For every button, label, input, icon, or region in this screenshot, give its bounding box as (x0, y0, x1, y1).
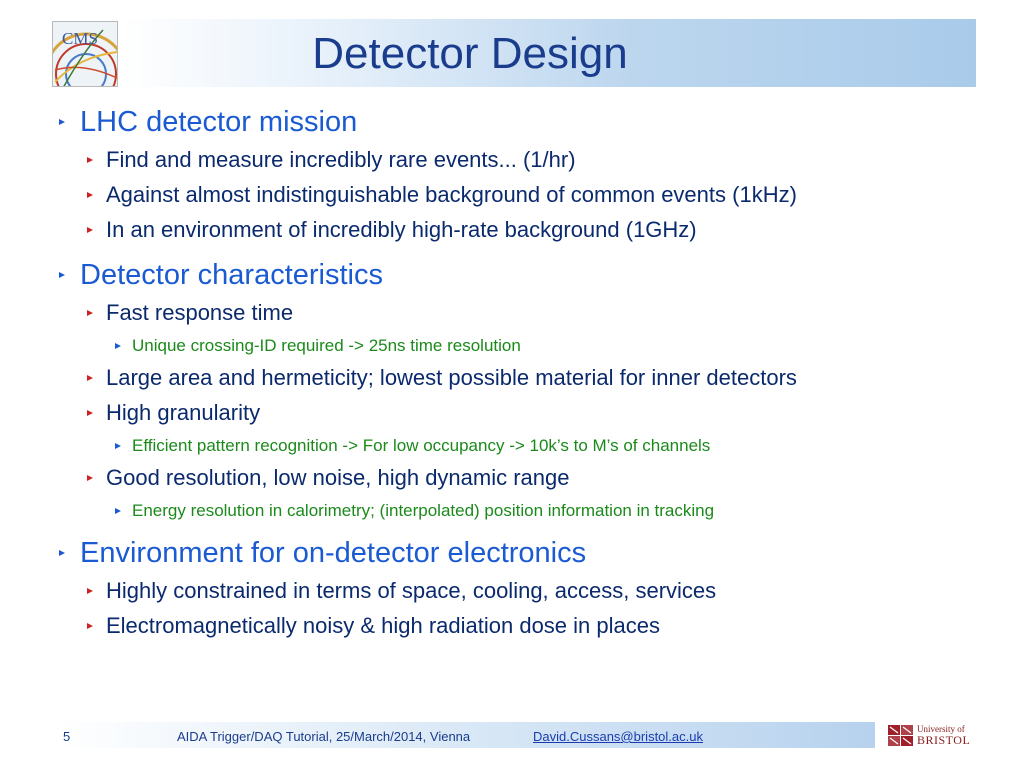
bullet-text: Good resolution, low noise, high dynamic range (106, 465, 570, 490)
bullet-item (55, 463, 995, 493)
sub-bullet-text: Efficient pattern recognition -> For low occupancy -> 10k’s to M’s of channels (132, 436, 711, 455)
bullet-item (55, 215, 995, 245)
bullet-icon (87, 623, 93, 629)
bristol-crest-icon (886, 721, 916, 751)
section-heading (55, 257, 995, 293)
bullet-icon (59, 272, 65, 278)
bullet-item (55, 298, 995, 328)
bullet-icon (115, 343, 121, 349)
section-heading (55, 535, 995, 571)
bullet-item (55, 398, 995, 428)
bullet-text: In an environment of incredibly high-rate background (1GHz) (106, 217, 697, 242)
bullet-text: Highly constrained in terms of space, cooling, access, services (106, 578, 717, 603)
sub-bullet-item (55, 334, 995, 358)
bullet-icon (87, 310, 93, 316)
email-link[interactable]: David.Cussans@bristol.ac.uk (533, 729, 703, 744)
cms-logo-graphic (53, 22, 118, 87)
cms-logo-text: CMS (62, 29, 98, 48)
bullet-icon (59, 119, 65, 125)
bristol-line: BRISTOL (917, 733, 971, 747)
bullet-icon (87, 475, 93, 481)
bullet-icon (59, 550, 65, 556)
bullet-item (55, 611, 995, 641)
bullet-item (55, 180, 995, 210)
bullet-text: Large area and hermeticity; lowest possible material for inner detectors (106, 365, 797, 390)
bullet-icon (87, 192, 93, 198)
university-line: University of (917, 724, 965, 734)
section-heading-text: Environment for on-detector electronics (80, 537, 587, 569)
sub-bullet-text: Unique crossing-ID required -> 25ns time resolution (132, 336, 521, 355)
bullet-icon (87, 410, 93, 416)
sub-bullet-item (55, 499, 995, 523)
sub-bullet-text: Energy resolution in calorimetry; (interpolated) position information in tracking (132, 501, 715, 520)
sub-bullet-item (55, 434, 995, 458)
bullet-icon (87, 157, 93, 163)
slide-title: Detector Design (312, 29, 628, 78)
bullet-text: Electromagnetically noisy & high radiation dose in places (106, 613, 660, 638)
slide-content (55, 104, 995, 641)
section-heading-text: Detector characteristics (80, 259, 383, 291)
bullet-icon (115, 508, 121, 514)
cms-logo (52, 21, 118, 87)
bullet-text: Find and measure incredibly rare events... (1/hr) (106, 147, 576, 172)
bullet-item (55, 576, 995, 606)
bullet-icon (87, 375, 93, 381)
bullet-icon (115, 443, 121, 449)
section-heading-text: LHC detector mission (80, 106, 358, 138)
bullet-icon (87, 588, 93, 594)
bullet-text: High granularity (106, 400, 261, 425)
page-number: 5 (63, 729, 71, 744)
bullet-text: Fast response time (106, 300, 294, 325)
section-heading (55, 104, 995, 140)
bullet-item (55, 145, 995, 175)
bullet-item (55, 363, 995, 393)
bullet-icon (87, 227, 93, 233)
footer-text: AIDA Trigger/DAQ Tutorial, 25/March/2014, Vienna (177, 729, 471, 744)
bristol-wordmark (917, 724, 981, 746)
bullet-text: Against almost indistinguishable background of common events (1kHz) (106, 182, 797, 207)
